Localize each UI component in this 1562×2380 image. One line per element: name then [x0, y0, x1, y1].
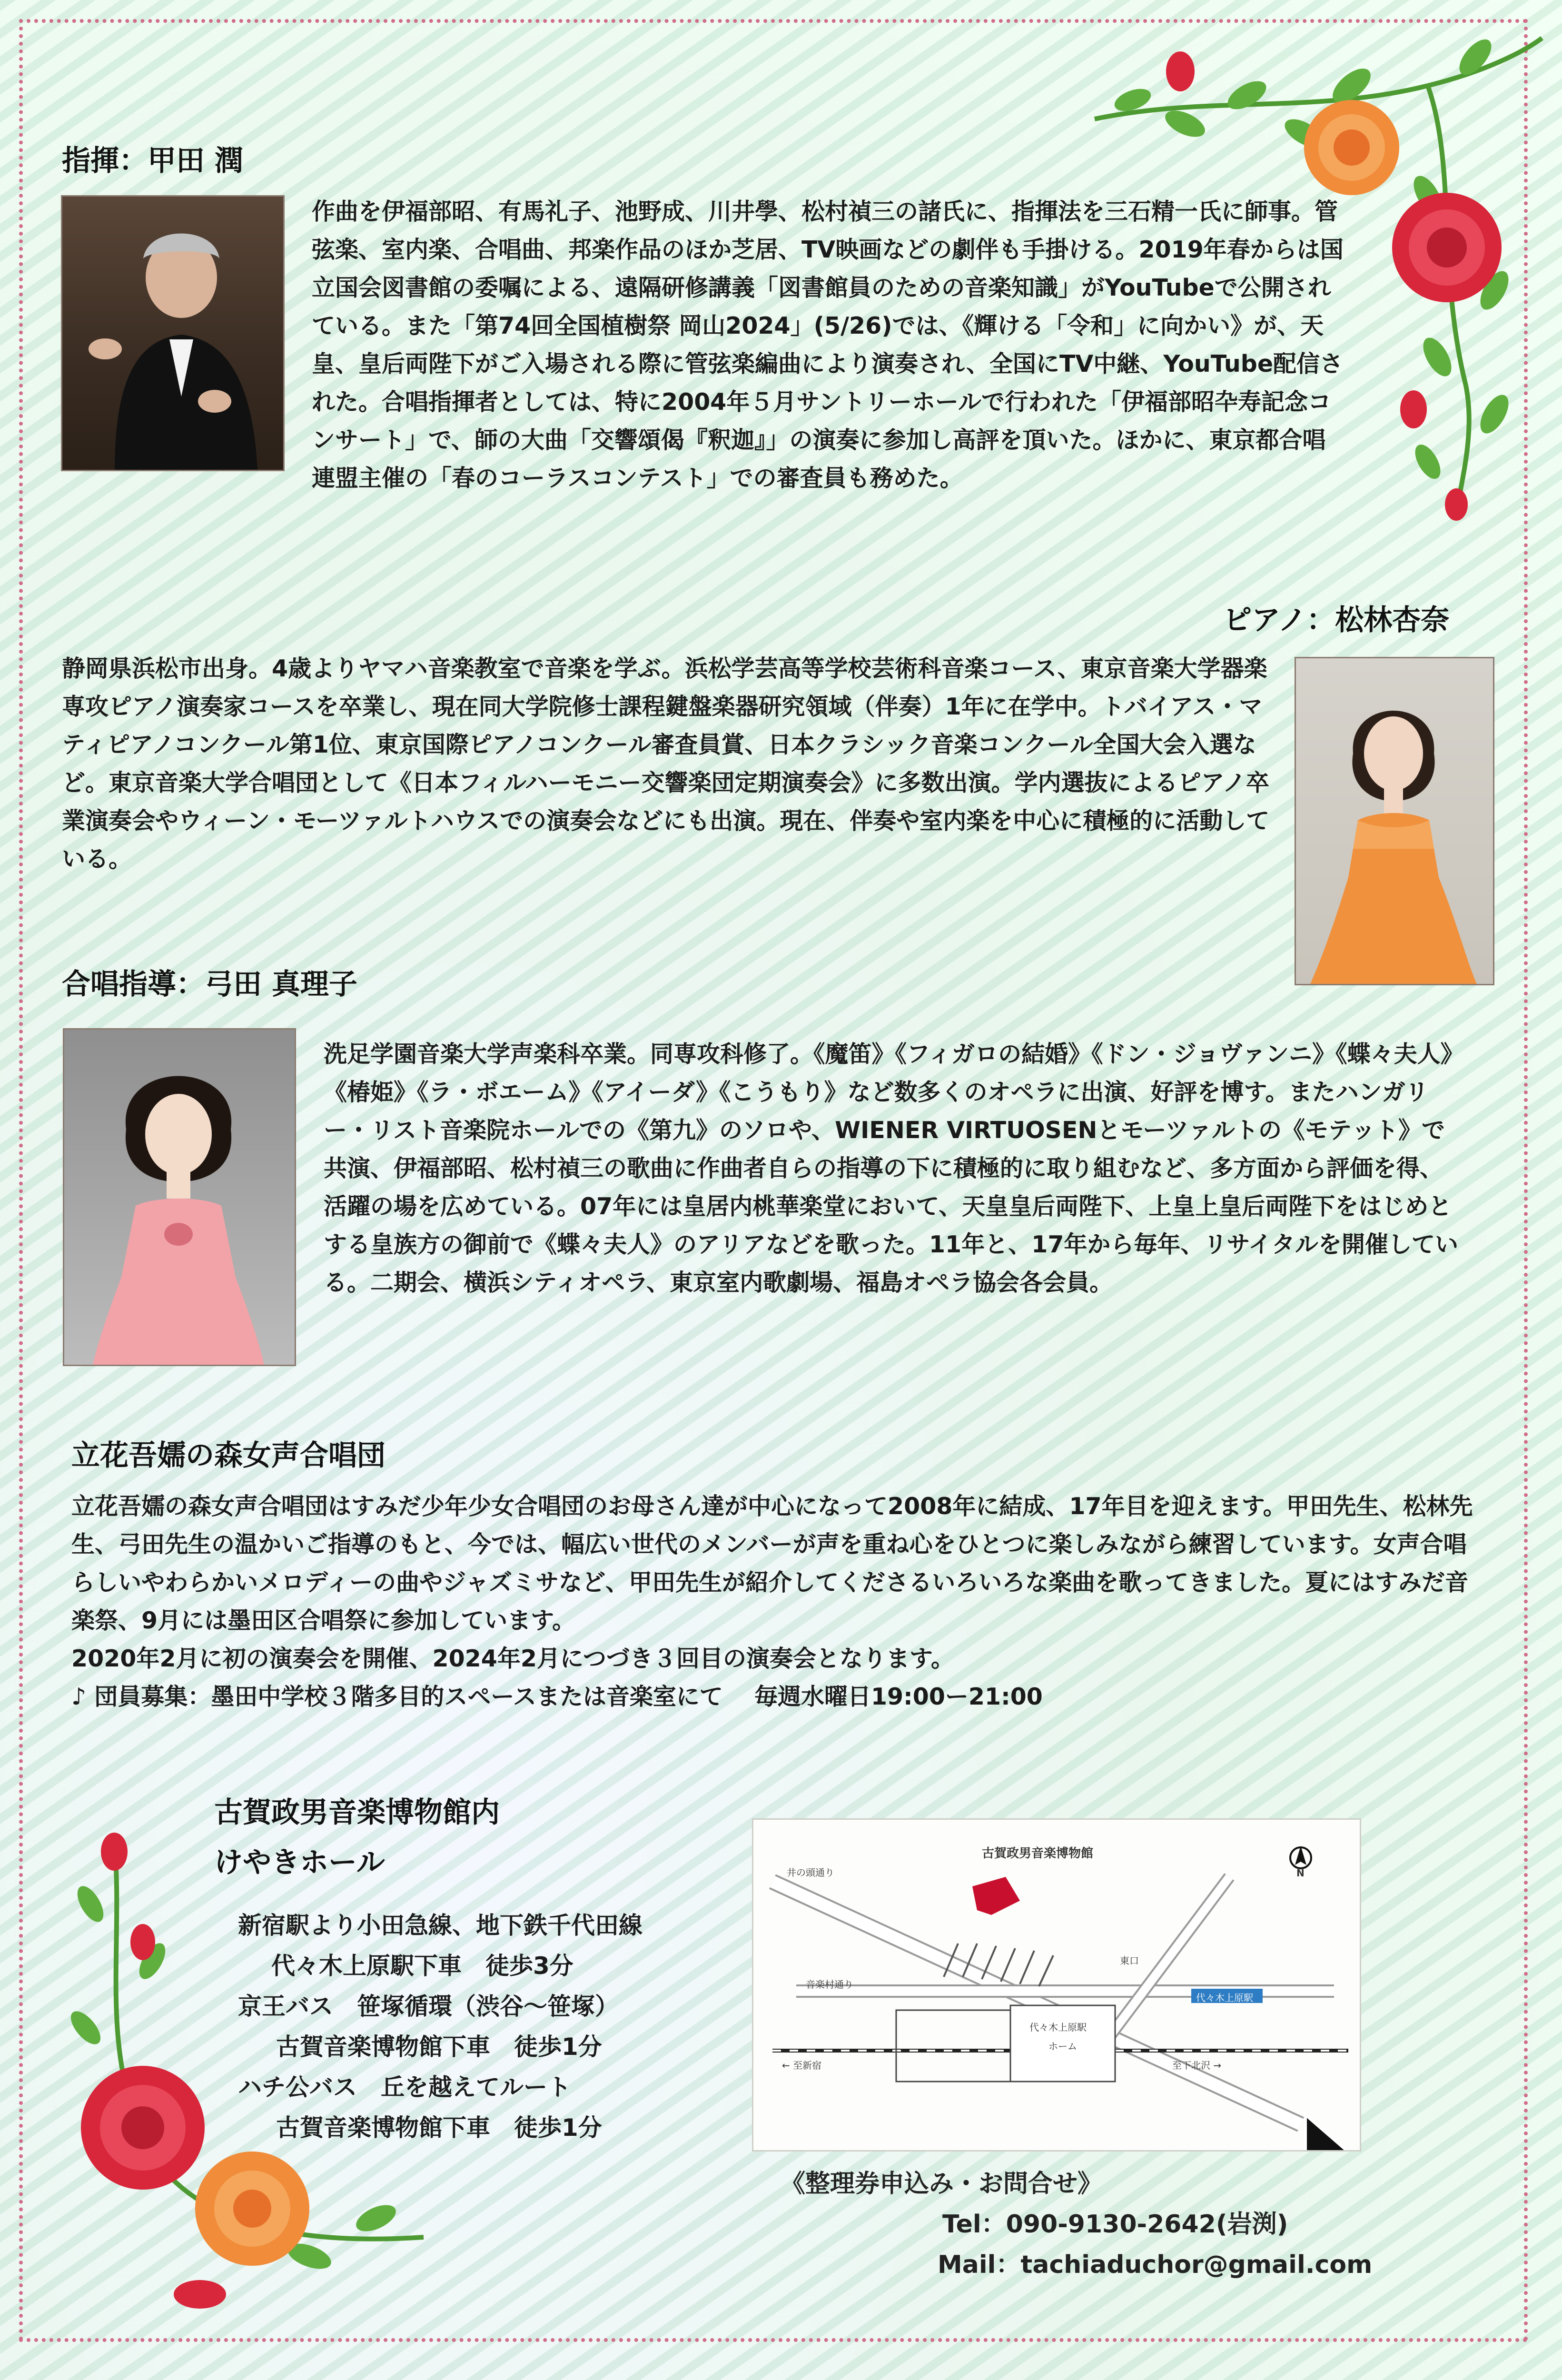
access-line-2: 代々木上原駅下車 徒歩3分: [271, 1952, 573, 1980]
choir-heading: 立花吾嬬の森女声合唱団: [71, 1439, 386, 1472]
venue-map: [752, 1818, 1361, 2152]
access-line-3: 京王バス 笹塚循環（渋谷〜笹塚）: [238, 1993, 619, 2020]
pianist-photo: [1295, 657, 1494, 985]
vocal-coach-heading: 合唱指導：弓田 真理子: [62, 968, 357, 1001]
contact-tel: Tel：090-9130-2642(岩渕): [942, 2210, 1288, 2239]
vocal-coach-bio: 洗足学園音楽大学声楽科卒業。同専攻科修了。《魔笛》《フィガロの結婚》《ドン・ジョヴァンニ》《蝶々夫人》《椿姫》《ラ・ボエーム》《アイーダ》《こうもり》など数多くのオペラに出演、好評を博す。またハンガリー・リスト音楽院ホールでの《第九》のソロや、WIENER VIRTUOSENとモーツァルトの《モテット》で共演、伊福部昭、松村禎三の歌曲に作曲者自らの指導の下に積極的に取り組むなど、多方面から評価を得、活躍の場を広めている。07年には皇居内桃華楽堂において、天皇皇后両陛下、上皇上皇后両陛下をはじめとする皇族方の御前で《蝶々夫人》のアリアなどを歌った。11年と、17年から毎年、リサイタルを開催している。二期会、横浜シティオペラ、東京室内歌劇場、福島オペラ協会各会員。: [324, 1041, 1464, 1296]
pianist-bio: 静岡県浜松市出身。4歳よりヤマハ音楽教室で音楽を学ぶ。浜松学芸高等学校芸術科音楽コース、東京音楽大学器楽専攻ピアノ演奏家コースを卒業し、現在同大学院修士課程鍵盤楽器研究領域（伴奏）1年に在学中。トバイアス・マティピアノコンクール第1位、東京国際ピアノコンクール審査員賞、日本クラシック音楽コンクール全国大会入選など。東京音楽大学合唱団として《日本フィルハーモニー交響楽団定期演奏会》に多数出演。学内選抜によるピアノ卒業演奏会やウィーン・モーツァルトハウスでの演奏会などにも出演。現在、伴奏や室内楽を中心に積極的に活動している。: [62, 655, 1270, 873]
access-line-5: ハチ公バス 丘を越えてルート: [238, 2073, 571, 2101]
map-title: 古賀政男音楽博物館: [982, 1846, 1094, 1861]
contact-label: 《整理券申込み・お問合せ》: [781, 2170, 1103, 2198]
map-exit: 東口: [1120, 1955, 1139, 1966]
pianist-silhouette: [1296, 658, 1493, 984]
map-line-label: 代々木上原駅: [1196, 1992, 1253, 2003]
vocal-coach-photo: [63, 1028, 296, 1366]
choir-concert-note: 2020年2月に初の演奏会を開催、2024年2月につづき３回目の演奏会となります。: [71, 1645, 955, 1672]
choir-recruit: ♪ 団員募集：墨田中学校３階多目的スペースまたは音楽室にて 毎週水曜日19:00ー21:00: [71, 1683, 1043, 1710]
contact-mail: Mail：tachiaduchor@gmail.com: [938, 2251, 1373, 2279]
conductor-photo: [61, 195, 285, 471]
venue-name-line1: 古賀政男音楽博物館内: [214, 1796, 500, 1829]
map-direction-left: ← 至新宿: [782, 2060, 822, 2071]
choir-description: 立花吾嬬の森女声合唱団はすみだ少年少女合唱団のお母さん達が中心になって2008年に結成、17年目を迎えます。甲田先生、松林先生、弓田先生の温かいご指導のもと、今では、幅広い世代のメンバーが声を重ね心をひとつに楽しみながら練習しています。女声合唱らしいやわらかいメロディーの曲やジャズミサなど、甲田先生が紹介してくださるいろいろな楽曲を歌ってきました。夏にはすみだ音楽祭、9月には墨田区合唱祭に参加しています。: [71, 1493, 1473, 1634]
vocal-coach-silhouette: [64, 1030, 295, 1365]
access-line-4: 古賀音楽博物館下車 徒歩1分: [276, 2033, 602, 2061]
map-direction-right: 至下北沢 →: [1172, 2060, 1222, 2071]
conductor-heading: 指揮：甲田 潤: [62, 144, 243, 178]
access-line-6: 古賀音楽博物館下車 徒歩1分: [276, 2114, 602, 2142]
map-station-sub: ホーム: [1048, 2041, 1077, 2052]
map-road-1: 井の頭通り: [787, 1867, 834, 1878]
conductor-bio: 作曲を伊福部昭、有馬礼子、池野成、川井學、松村禎三の諸氏に、指揮法を三石精一氏に師事。管弦楽、室内楽、合唱曲、邦楽作品のほか芝居、TV映画などの劇伴も手掛ける。2019年春からは国立国会図書館の委嘱による、遠隔研修講義「図書館員のための音楽知識」がYouTubeで公開されている。また「第74回全国植樹祭 岡山2024」(5/26)では、《輝ける「令和」に向かい》が、天皇、皇后両陛下がご入場される際に管弦楽編曲により演奏され、全国にTV中継、YouTube配信された。合唱指揮者としては、特に2004年５月サントリーホールで行われた「伊福部昭卆寿記念コンサート」で、師の大曲「交響頌偈『釈迦』」の演奏に参加し高評を頂いた。ほかに、東京都合唱連盟主催の「春のコーラスコンテスト」での審査員も務めた。: [312, 198, 1344, 492]
venue-name-line2: けやきホール: [214, 1846, 385, 1879]
map-north: N: [1296, 1867, 1305, 1879]
access-line-1: 新宿駅より小田急線、地下鉄千代田線: [238, 1912, 643, 1939]
map-station: 代々木上原駅: [1029, 2022, 1087, 2033]
pianist-heading: ピアノ：松林杏奈: [1223, 604, 1450, 637]
conductor-silhouette: [62, 197, 283, 470]
map-road-2: 音楽村通り: [806, 1979, 853, 1990]
